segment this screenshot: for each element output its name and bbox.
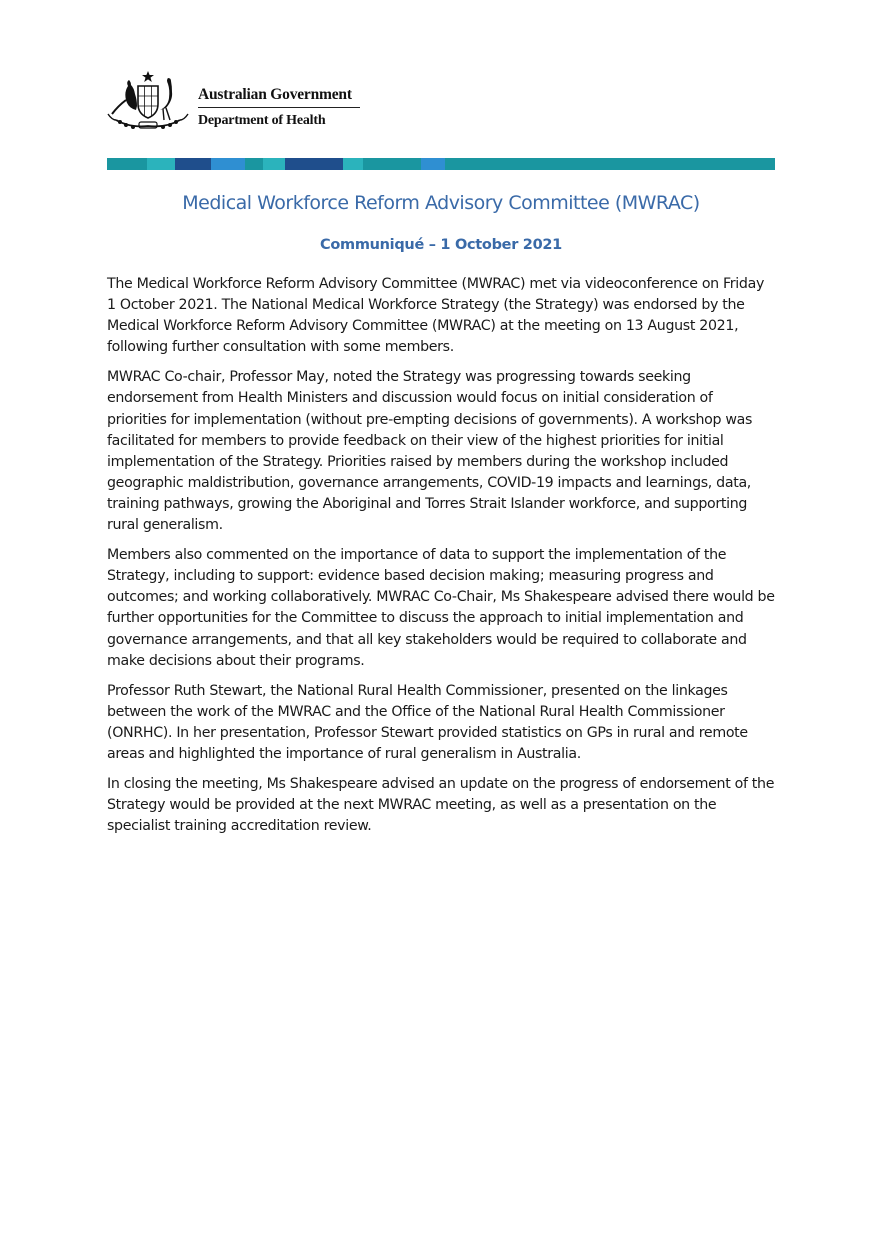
- paragraph: Members also commented on the importance of data to support the implementation of the Strategy, including to support: evidence based decision making; measuring progress and outcomes; and working collaboratively. MWRAC Co-Chair, Ms Shakespeare advised there would be further opportunities for the Committee to discuss the approach to initial implementation and governance arrangements, and that all key stakeholders would be required to collaborate and make decisions about their programs.: [107, 547, 775, 669]
- band-segment: [147, 158, 175, 170]
- paragraph: Professor Ruth Stewart, the National Rural Health Commissioner, presented on the linkages between the work of the MWRAC and the Office of the National Rural Health Commissioner (ONRHC). In her presentation, Professor Stewart provided statistics on GPs in rural and remote areas and highlighted the importance of rural generalism in Australia.: [107, 682, 748, 762]
- government-header: [106, 70, 376, 136]
- paragraph: The Medical Workforce Reform Advisory Committee (MWRAC) met via videoconference on Friday 1 October 2021. The National Medical Workforce Strategy (the Strategy) was endorsed by the Medical Workforce Reform Advisory Committee (MWRAC) at the meeting on 13 August 2021, following further consultation with some members.: [107, 276, 765, 356]
- government-name: Australian Government: [198, 86, 352, 103]
- paragraph: MWRAC Co-chair, Professor May, noted the Strategy was progressing towards seeking endorsement from Health Ministers and discussion would focus on initial consideration of priorities for implementation (without pre-empting decisions of governments). A workshop was facilitated for members to provide feedback on their view of the highest priorities for initial implementation of the Strategy. Priorities raised by members during the workshop included geographic maldistribution, governance arrangements, COVID-19 impacts and learnings, data, training pathways, growing the Aboriginal and Torres Strait Islander workforce, and supporting rural generalism.: [107, 369, 753, 534]
- band-segment: [263, 158, 285, 170]
- communique-body: [107, 274, 775, 846]
- band-segment: [285, 158, 343, 170]
- department-name: Department of Health: [198, 113, 326, 128]
- band-segment: [363, 158, 421, 170]
- paragraph: In closing the meeting, Ms Shakespeare advised an update on the progress of endorsement of the Strategy would be provided at the next MWRAC meeting, as well as a presentation on the specialist training accreditation review.: [107, 776, 775, 835]
- document-subtitle: Communiqué – 1 October 2021: [320, 237, 562, 253]
- brand-color-band: [107, 158, 775, 170]
- band-segment: [107, 158, 147, 170]
- band-segment: [445, 158, 775, 170]
- band-segment: [211, 158, 245, 170]
- band-segment: [343, 158, 363, 170]
- band-segment: [245, 158, 263, 170]
- coat-of-arms-icon: [106, 70, 190, 134]
- band-segment: [421, 158, 445, 170]
- band-segment: [175, 158, 211, 170]
- document-title: Medical Workforce Reform Advisory Committee (MWRAC): [182, 192, 700, 214]
- header-divider: [198, 107, 360, 108]
